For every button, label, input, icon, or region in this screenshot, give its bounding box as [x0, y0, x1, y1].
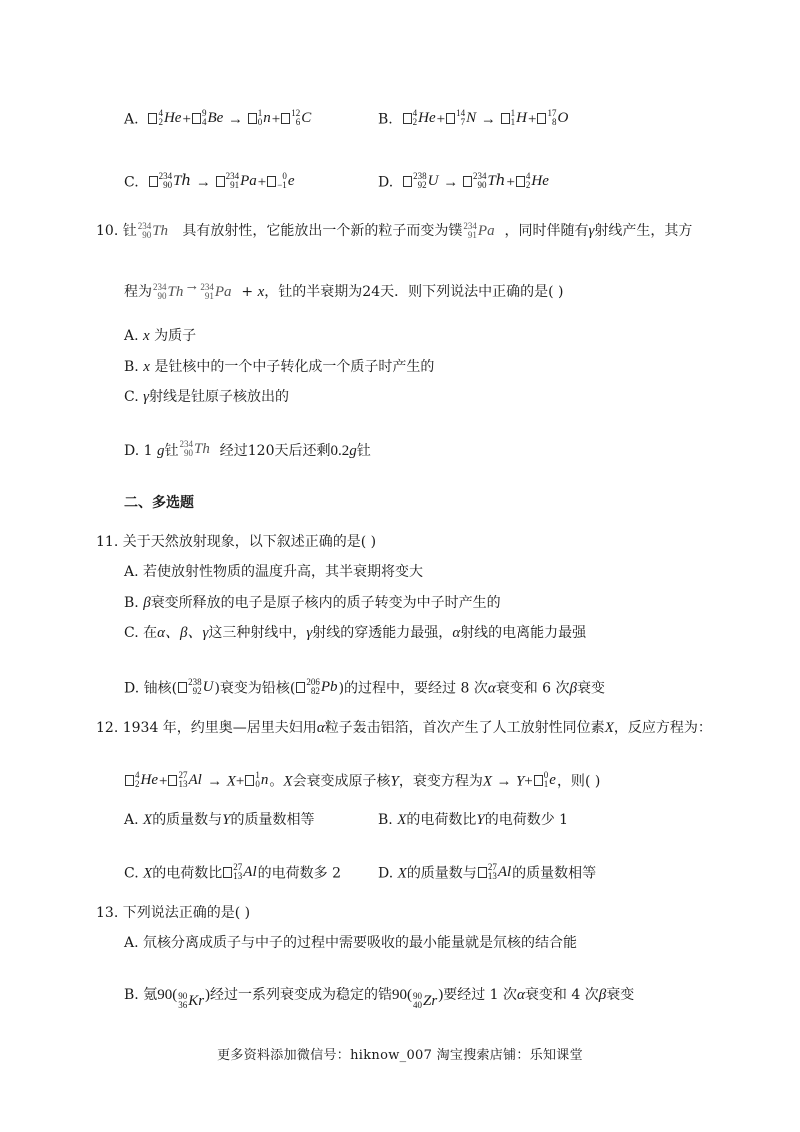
q13-option-b: B. 氪90( 90 36 Kr )经过一系列衰变成为稳定的锆90( 90 40 Zr )要经过 1 次α衰变和 4 次β衰变 — [124, 987, 635, 1010]
q11-option-c: C. 在α、β、γ这三种射线中，γ射线的穿透能力最强，α射线的电离能力最强 — [124, 625, 587, 641]
q13-stem: 13. 下列说法正确的是( ) — [96, 905, 251, 921]
q9-option-d: D. 238 92 U → 234 90 Tℎ + 4 2 He — [378, 171, 549, 191]
q10-stem-line1: 10. 钍 234 90 Th 具有放射性，它能放出一个新的粒子而变为镤 234 91 Pa ，同时伴随有γ射线产生，其方 — [96, 221, 693, 240]
footer-note: 更多资料添加微信号：hiknow_007 淘宝搜索店铺：乐知课堂 — [217, 1048, 583, 1063]
q11-option-d: D. 铀核( 238 92 U )衰变为铅核( 206 82 Pb )的过程中，要经过 8 次α衰变和 6 次β衰变 — [124, 677, 606, 697]
q10-option-a: A. x 为质子 — [124, 328, 197, 344]
q10-option-b: B. x 是钍核中的一个中子转化成一个质子时产生的 — [124, 359, 435, 375]
q12-option-d: D. X的质量数与 27 13 Al 的质量数相等 — [378, 862, 597, 882]
q9-option-c: C. 234 90 Tℎ → 234 91 Pa + 0 −1 e — [124, 171, 295, 191]
q12-option-a: A. X的质量数与Y的质量数相等 — [124, 812, 315, 828]
q12-equation: 4 2 He + 27 13 Al → X+ 1 0 n 。X会衰变成原子核Y，衰变方程为X → Y+ 0 1 e ，则( ) — [124, 770, 600, 792]
q9-option-a: A. 4 2 He + 9 4 Be → 1 0 n + 12 6 C — [124, 108, 312, 128]
q12-stem: 12. 1934 年，约里奥—居里夫妇用α粒子轰击铝箔，首次产生了人工放射性同位素X，反应方程为： — [96, 720, 712, 736]
q10-option-d: D. 1 g钍 234 90 Th 经过120天后还剩0.2g钍 — [124, 439, 371, 459]
q12-option-c: C. X的电荷数比 27 13 Al 的电荷数多 2 — [124, 862, 341, 882]
q13-option-a: A. 氘核分离成质子与中子的过程中需要吸收的最小能量就是氘核的结合能 — [124, 935, 578, 951]
q11-stem: 11. 关于天然放射现象，以下叙述正确的是( ) — [96, 534, 377, 550]
q12-option-b: B. X的电荷数比Y的电荷数少 1 — [378, 812, 569, 828]
q11-option-a: A. 若使放射性物质的温度升高，其半衰期将变大 — [124, 564, 424, 580]
section-heading: 二、多选题 — [124, 495, 194, 511]
q10-stem-line2: 程为 234 90 Th → 234 91 Pa + x，钍的半衰期为24天．则下列说法中正确的是( ) — [124, 278, 564, 301]
q11-option-b: B. β衰变所释放的电子是原子核内的质子转变为中子时产生的 — [124, 595, 501, 611]
q10-option-c: C. γ射线是钍原子核放出的 — [124, 389, 290, 405]
q9-option-b: B. 4 2 He + 14 7 N → 1 1 H + 17 8 O — [378, 108, 569, 128]
